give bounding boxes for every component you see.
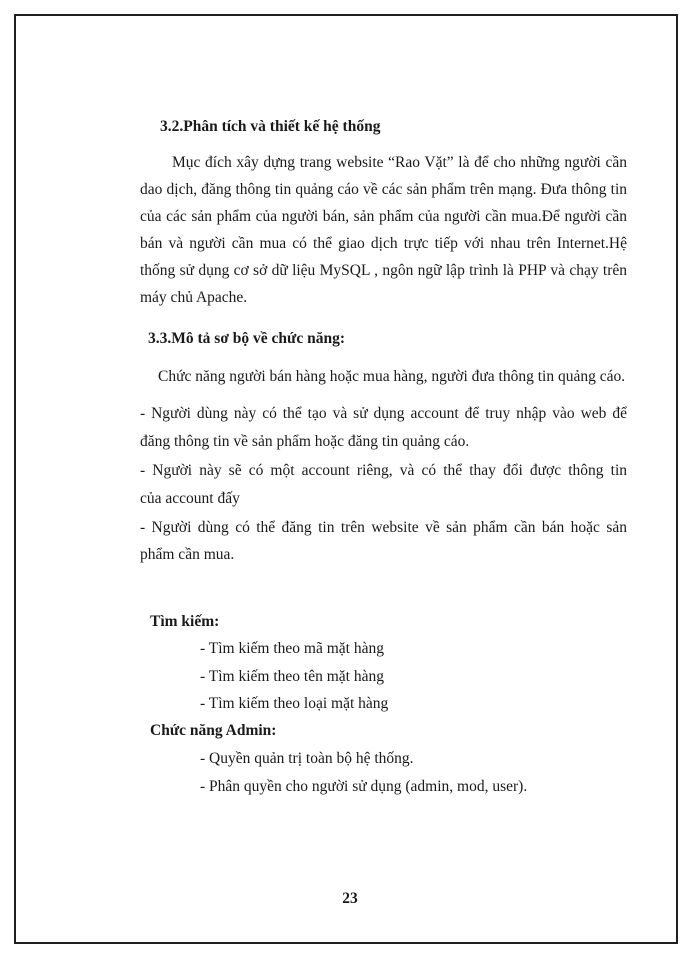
- bullet-line: - Người dùng này có thể tạo và sử dụng account để truy nhập vào web để: [140, 405, 627, 422]
- admin-heading: Chức năng Admin:: [150, 722, 277, 739]
- paragraph-line: của các sản phẩm của người bán, sản phẩm của người cần mua.Để người cần: [140, 208, 627, 225]
- admin-item: - Phân quyền cho người sử dụng (admin, mod, user).: [200, 778, 528, 795]
- page-number: 23: [342, 890, 358, 907]
- admin-item: - Quyền quản trị toàn bộ hệ thống.: [200, 750, 414, 767]
- bullet-line: - Người này sẽ có một account riêng, và có thể thay đổi được thông tin: [140, 462, 627, 479]
- bullet-line: phẩm cần mua.: [140, 546, 235, 563]
- section-heading-3-3: 3.3.Mô tả sơ bộ về chức năng:: [148, 330, 345, 347]
- intro-line: Chức năng người bán hàng hoặc mua hàng, người đưa thông tin quảng cáo.: [158, 368, 626, 385]
- search-item: - Tìm kiếm theo mã mặt hàng: [200, 640, 384, 657]
- search-heading: Tìm kiếm:: [150, 613, 220, 630]
- paragraph-line: dao dịch, đăng thông tin quảng cáo về các sản phẩm trên mạng. Đưa thông tin: [140, 181, 627, 198]
- paragraph-line: thống sử dụng cơ sở dữ liệu MySQL , ngôn ngữ lập trình là PHP và chạy trên: [140, 262, 627, 279]
- paragraph-line: bán và người cần mua có thể giao dịch trực tiếp với nhau trên Internet.Hệ: [140, 235, 627, 252]
- bullet-line: của account đấy: [140, 490, 240, 507]
- search-item: - Tìm kiếm theo loại mặt hàng: [200, 695, 389, 712]
- paragraph-line: Mục đích xây dựng trang website “Rao Vặt” là để cho những người cần: [172, 154, 627, 171]
- bullet-line: - Người dùng có thể đăng tin trên website về sản phẩm cần bán hoặc sản: [140, 519, 627, 536]
- paragraph-line: máy chủ Apache.: [140, 289, 248, 306]
- section-heading-3-2: 3.2.Phân tích và thiết kế hệ thống: [160, 118, 381, 135]
- bullet-line: đăng thông tin về sản phẩm hoặc đăng tin quảng cáo.: [140, 433, 470, 450]
- search-item: - Tìm kiếm theo tên mặt hàng: [200, 668, 384, 685]
